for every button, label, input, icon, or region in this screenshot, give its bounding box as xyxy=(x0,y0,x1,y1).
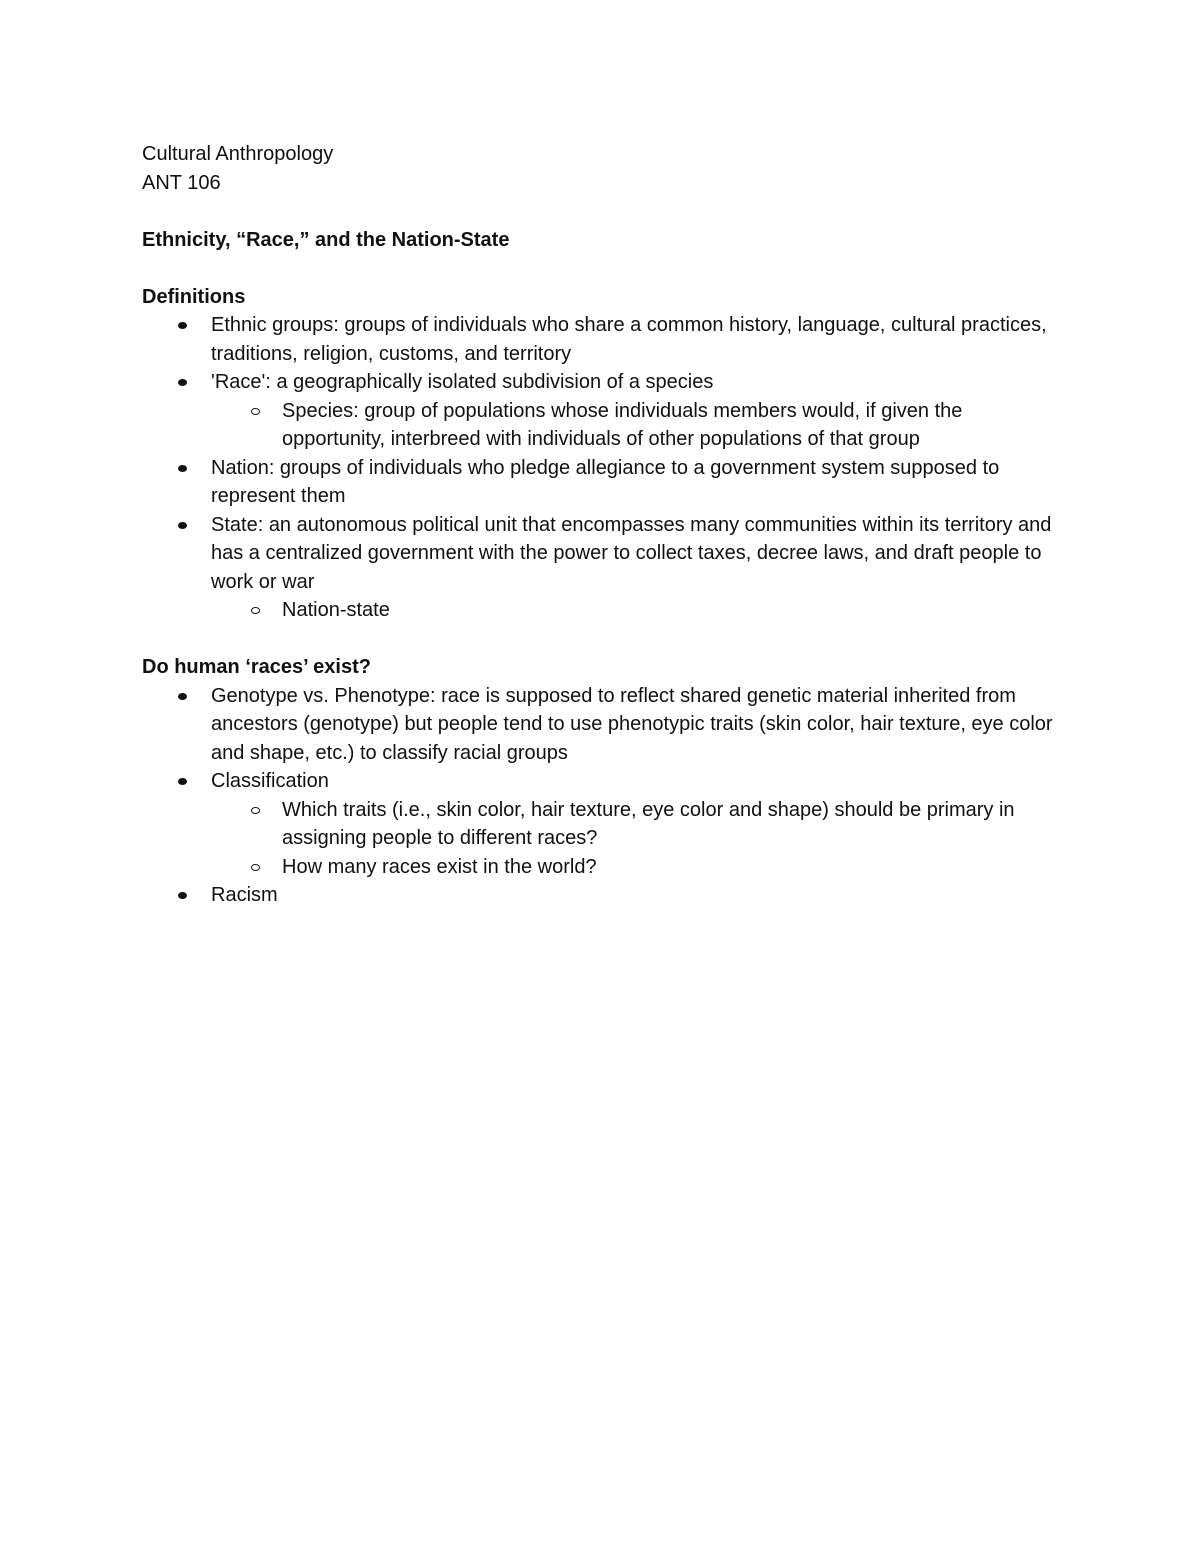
sub-list-item xyxy=(211,853,1062,882)
definition-ethnic-groups: Ethnic groups: groups of individuals who share a common history, language, cultural practices, traditions, religion, customs, and territory xyxy=(211,314,1047,365)
classification-sublist xyxy=(211,796,1062,882)
list-item xyxy=(142,368,1062,454)
list-item xyxy=(142,454,1062,511)
races-list xyxy=(142,682,1062,910)
list-item xyxy=(142,511,1062,625)
spacer xyxy=(142,197,1062,226)
course-name: Cultural Anthropology xyxy=(142,143,334,165)
definition-nation: Nation: groups of individuals who pledge allegiance to a government system supposed to represent them xyxy=(211,456,1000,507)
document-page xyxy=(142,140,1062,910)
bullet-icon xyxy=(178,379,187,386)
definitions-heading: Definitions xyxy=(142,285,246,308)
hollow-bullet-icon xyxy=(251,864,260,871)
bullet-icon xyxy=(178,522,187,529)
bullet-icon xyxy=(178,778,187,785)
races-heading: Do human ‘races’ exist? xyxy=(142,656,371,678)
bullet-icon xyxy=(178,322,187,329)
definition-state: State: an autonomous political unit that encompasses many communities within its territory and has a centralized government with the power to collect taxes, decree laws, and draft people to work or war xyxy=(211,513,1052,593)
bullet-icon xyxy=(178,465,187,472)
state-sublist xyxy=(211,596,1062,625)
sub-list-item xyxy=(211,596,1062,625)
list-item xyxy=(142,682,1062,768)
hollow-bullet-icon xyxy=(251,408,260,415)
genotype-phenotype-item: Genotype vs. Phenotype: race is supposed to reflect shared genetic material inherited from ancestors (genotype) but people tend to use phenotypic traits (skin color, hair texture, eye color and shape, etc.) to classify racial groups xyxy=(211,684,1053,764)
racism-item: Racism xyxy=(211,884,278,906)
hollow-bullet-icon xyxy=(251,807,260,814)
race-sublist xyxy=(211,397,1062,454)
list-item xyxy=(142,767,1062,881)
document-title: Ethnicity, “Race,” and the Nation-State xyxy=(142,228,510,251)
sub-list-item xyxy=(211,796,1062,853)
classification-count-question: How many races exist in the world? xyxy=(282,855,597,878)
classification-item: Classification xyxy=(211,770,329,792)
definition-race: 'Race': a geographically isolated subdivision of a species xyxy=(211,371,714,393)
list-item xyxy=(142,311,1062,368)
definition-nation-state: Nation-state xyxy=(282,599,390,621)
bullet-icon xyxy=(178,892,187,899)
definition-species: Species: group of populations whose individuals members would, if given the opportunity, interbreed with individuals of other populations of that group xyxy=(282,399,963,450)
course-code: ANT 106 xyxy=(142,171,221,194)
classification-traits-question: Which traits (i.e., skin color, hair texture, eye color and shape) should be primary in assigning people to different races? xyxy=(282,798,1015,849)
definitions-list xyxy=(142,311,1062,625)
spacer xyxy=(142,254,1062,283)
bullet-icon xyxy=(178,693,187,700)
list-item xyxy=(142,881,1062,910)
sub-list-item xyxy=(211,397,1062,454)
spacer xyxy=(142,625,1062,654)
hollow-bullet-icon xyxy=(251,607,260,614)
